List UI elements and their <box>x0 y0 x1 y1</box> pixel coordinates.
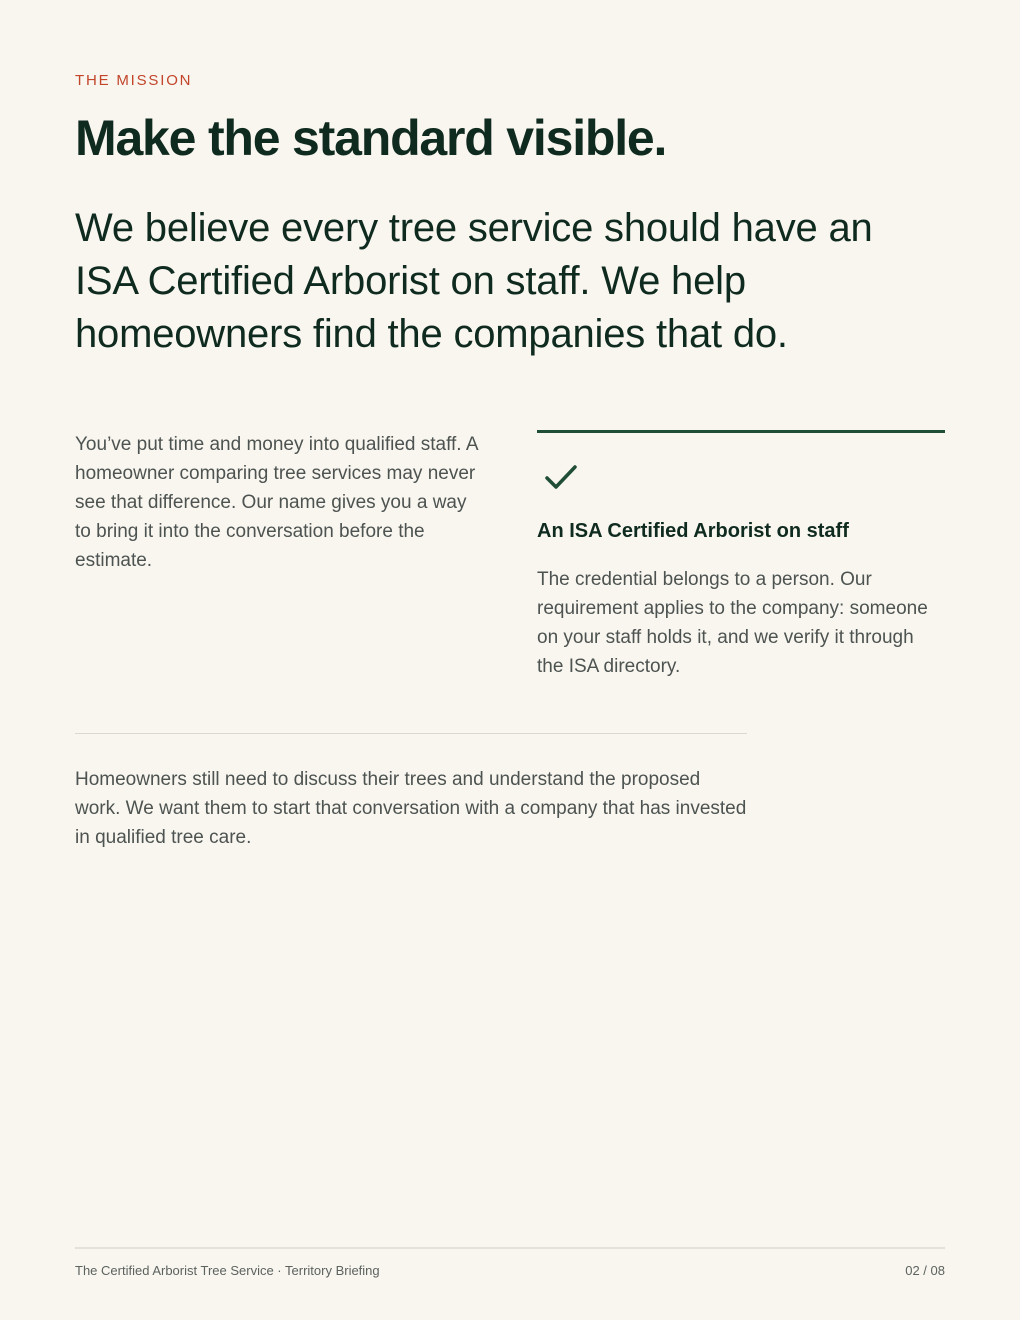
page-title: Make the standard visible. <box>75 110 667 166</box>
closing-paragraph: Homeowners still need to discuss their trees and understand the proposed work. We want them to start that conversation with a company that has invested in qualified tree care. <box>75 769 747 848</box>
feature-card <box>537 430 945 677</box>
checkmark-icon <box>545 464 577 492</box>
feature-top-rule <box>537 430 945 433</box>
footer-rule <box>75 1247 945 1249</box>
mission-statement: We believe every tree service should have an ISA Certified Arborist on staff. We help homeowners find the companies that do. <box>75 206 873 356</box>
intro-paragraph: You’ve put time and money into qualified staff. A homeowner comparing tree services may never see that difference. Our name gives you a way to bring it into the conversation before the estimate. <box>75 434 478 571</box>
feature-body: The credential belongs to a person. Our requirement applies to the company: someone on your staff holds it, and we verify it through the ISA directory. <box>537 569 928 677</box>
feature-title: An ISA Certified Arborist on staff <box>537 520 849 542</box>
page-number: 02 / 08 <box>905 1263 945 1278</box>
section-divider <box>75 733 747 734</box>
document-page <box>75 0 945 1320</box>
section-eyebrow: THE MISSION <box>75 72 193 89</box>
footer-title: The Certified Arborist Tree Service · Territory Briefing <box>75 1263 380 1278</box>
